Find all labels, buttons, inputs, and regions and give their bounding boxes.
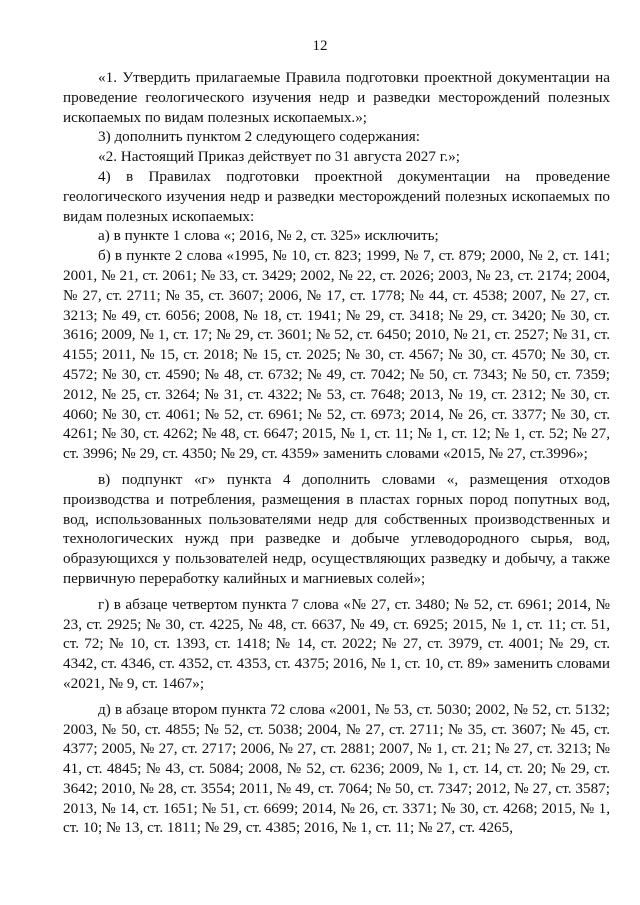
paragraph-item-4: 4) в Правилах подготовки проектной документации на проведение геологического изучения недр и разведки месторождений полезных ископаемых по видам полезных ископаемых: [63, 167, 610, 225]
paragraph-approve-rules: «1. Утвердить прилагаемые Правила подготовки проектной документации на проведение геологического изучения недр и разведки месторождений полезных ископаемых по видам полезных ископаемых.»; [63, 69, 610, 126]
paragraph-subitem-a: а) в пункте 1 слова «; 2016, № 2, ст. 325» исключить; [98, 227, 439, 245]
paragraph-subitem-v: в) подпункт «г» пункта 4 дополнить словами «, размещения отходов производства и потребления, размещения в пластах горных пород попутных вод, вод, использованных пользователями недр для собственных производственных и технологических нужд при разведке и добыче углеводородного сырья, вод, образующихся у пользователей недр, осуществляющих разведку и добычу, а также первичную переработку калийных и магниевых солей»; [63, 470, 610, 587]
paragraph-subitem-d: д) в абзаце втором пункта 72 слова «2001, № 53, ст. 5030; 2002, № 52, ст. 5132; 2003, № 50, ст. 4855; № 52, ст. 5038; 2004, № 27, ст. 2711; № 35, ст. 3607; № 45, ст. 4377; 2005, № 27, ст. 2717; 2006, № 27, ст. 2881; 2007, № 1, ст. 21; № 27, ст. 3213; № 41, ст. 4845; № 43, ст. 5084; 2008, № 52, ст. 6236; 2009, № 1, ст. 14, ст. 20; № 29, ст. 3642; 2010, № 28, ст. 3554; 2011, № 49, ст. 7064; № 50, ст. 7347; 2012, № 27, ст. 3587; 2013, № 14, ст. 1651; № 51, ст. 6699; 2014, № 26, ст. 3371; № 30, ст. 4268; 2015, № 1, ст. 10; № 13, ст. 1811; № 29, ст. 4385; 2016, № 1, ст. 11; № 27, ст. 4265, [63, 700, 610, 837]
paragraph-order-validity: «2. Настоящий Приказ действует по 31 августа 2027 г.»; [98, 148, 460, 166]
paragraph-item-3: 3) дополнить пунктом 2 следующего содержания: [98, 128, 420, 146]
paragraph-subitem-b: б) в пункте 2 слова «1995, № 10, ст. 823; 1999, № 7, ст. 879; 2000, № 2, ст. 141; 2001, № 21, ст. 2061; № 33, ст. 3429; 2002, № 22, ст. 2026; 2003, № 23, ст. 2174; 2004, № 27, ст. 2711; № 35, ст. 3607; 2006, № 17, ст. 1778; № 44, ст. 4538; 2007, № 27, ст. 3213; № 49, ст. 6056; 2008, № 18, ст. 1941; № 29, ст. 3418; № 29, ст. 3420; № 30, ст. 3616; 2009, № 1, ст. 17; № 29, ст. 3601; № 52, ст. 6450; 2010, № 21, ст. 2527; № 31, ст. 4155; 2011, № 15, ст. 2018; № 15, ст. 2025; № 30, ст. 4567; № 30, ст. 4570; № 30, ст. 4572; № 30, ст. 4590; № 48, ст. 6732; № 49, ст. 7042; № 50, ст. 7343; № 50, ст. 7359; 2012, № 25, ст. 3264; № 31, ст. 4322; № 53, ст. 7648; 2013, № 19, ст. 2312; № 30, ст. 4060; № 30, ст. 4061; № 52, ст. 6961; № 52, ст. 6973; 2014, № 26, ст. 3377; № 30, ст. 4261; № 30, ст. 4262; № 48, ст. 6647; 2015, № 1, ст. 11; № 1, ст. 12; № 1, ст. 52; № 27, ст. 3996; № 29, ст. 4350; № 29, ст. 4359» заменить словами «2015, № 27, ст.3996»; [63, 247, 610, 463]
paragraph-subitem-g: г) в абзаце четвертом пункта 7 слова «№ 27, ст. 3480; № 52, ст. 6961; 2014, № 23, ст. 2925; № 30, ст. 4225, № 48, ст. 6637, № 49, ст. 6925; 2015, № 1, ст. 11; ст. 51, ст. 72; № 10, ст. 1393, ст. 1418; № 14, ст. 2022; № 27, ст. 3979, ст. 4001; № 29, ст. 4342, ст. 4346, ст. 4352, ст. 4353, ст. 4375; 2016, № 1, ст. 10, ст. 89» заменить словами «2021, № 9, ст. 1467»; [63, 595, 610, 692]
document-body [63, 68, 610, 838]
page-number: 12 [312, 38, 328, 54]
